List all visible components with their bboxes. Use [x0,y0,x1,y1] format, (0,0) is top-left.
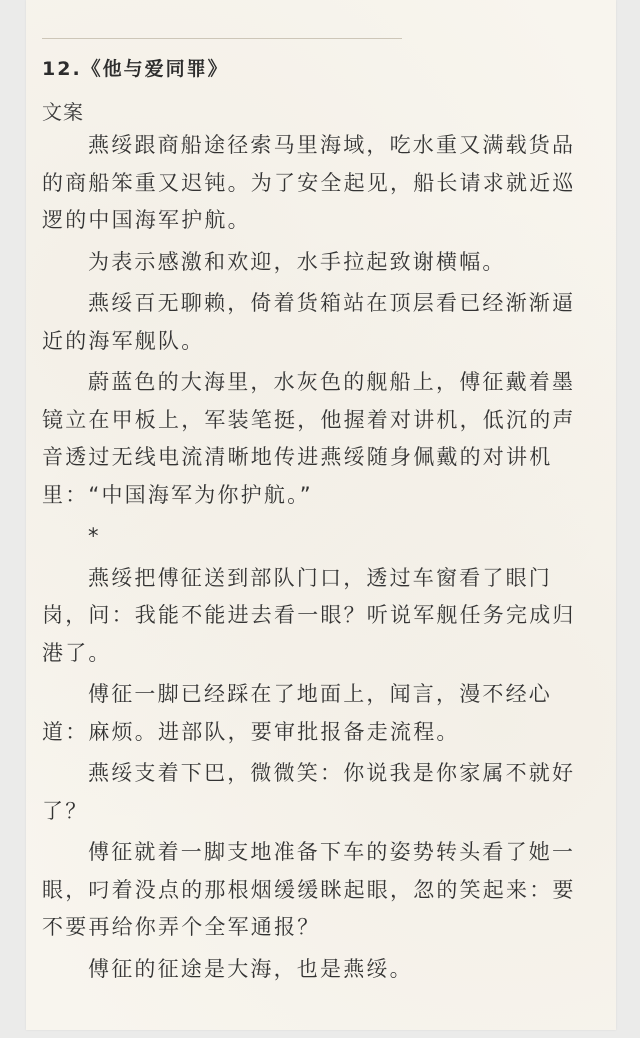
paragraph: 傅征的征途是大海，也是燕绥。 [88,956,413,981]
paragraph: 蔚蓝色的大海里，水灰色的舰船上，傅征戴着墨镜立在甲板上，军装笔挺，他握着对讲机，低沉的声音透过无线电流清晰地传进燕绥随身佩戴的对讲机里：“中国海军为你护航。” [42,370,576,507]
paragraph: 燕绥百无聊赖，倚着货箱站在顶层看已经渐渐逼近的海军舰队。 [42,291,576,353]
top-divider [42,38,402,39]
paragraph: 燕绥把傅征送到部队门口，透过车窗看了眼门岗，问：我能不能进去看一眼？听说军舰任务完成归港了。 [42,565,576,665]
section-label: 文案 [42,100,84,124]
document-page [26,0,616,1030]
paragraph: 燕绥支着下巴，微微笑：你说我是你家属不就好了？ [42,761,576,823]
paragraph: 傅征就着一脚支地准备下车的姿势转头看了她一眼，叼着没点的那根烟缓缓眯起眼，忽的笑起来：要不要再给你弄个全军通报？ [42,840,576,939]
synopsis-body [42,127,597,992]
paragraph: 为表示感激和欢迎，水手拉起致谢横幅。 [88,249,506,274]
paragraph: 燕绥跟商船途径索马里海域，吃水重又满载货品的商船笨重又迟钝。为了安全起见，船长请求就近巡逻的中国海军护航。 [42,133,576,232]
paragraph: 傅征一脚已经踩在了地面上，闻言，漫不经心道：麻烦。进部队，要审批报备走流程。 [42,682,552,744]
book-title: 12.《他与爱同罪》 [42,58,229,80]
scene-break: * [88,524,101,548]
